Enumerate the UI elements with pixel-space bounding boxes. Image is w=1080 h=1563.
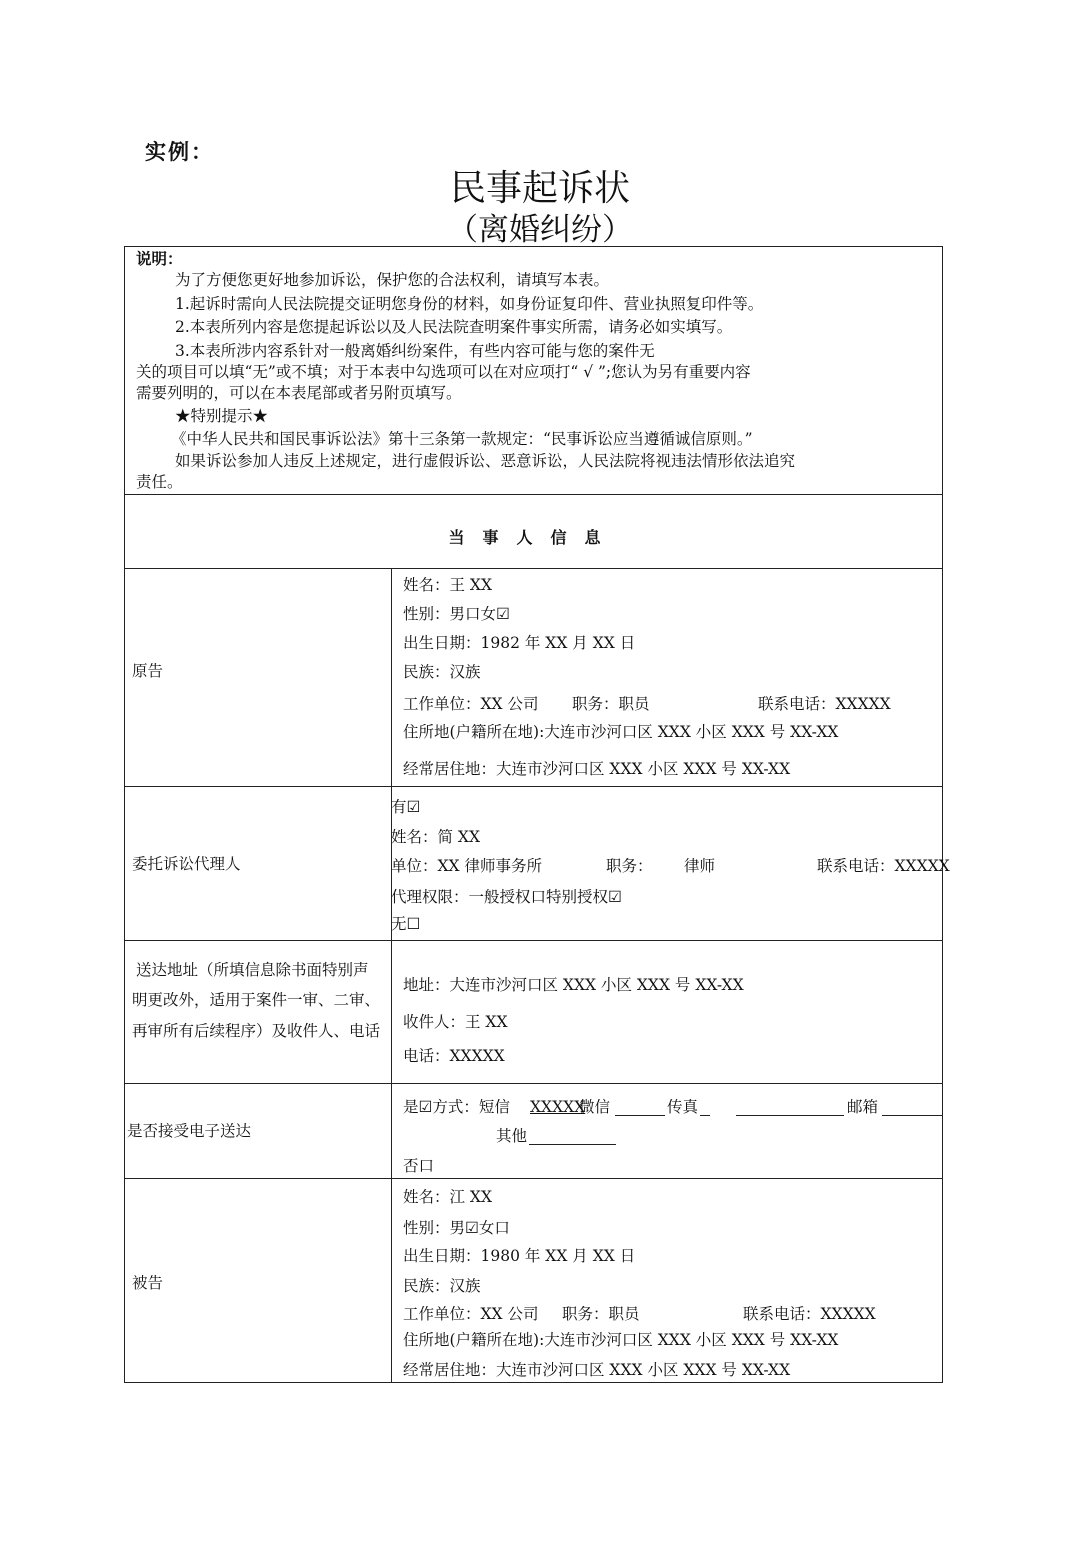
fax-label: 传真: [667, 1098, 699, 1116]
defendant-work-unit: 工作单位：XX 公司: [403, 1305, 539, 1323]
wechat-blank[interactable]: [615, 1115, 665, 1116]
agent-unit: 单位：XX 律师事务所: [391, 857, 542, 875]
agent-label: 委托诉讼代理人: [132, 855, 241, 873]
other-blank[interactable]: [529, 1144, 616, 1145]
plaintiff-position: 职务：职员: [572, 695, 650, 713]
plaintiff-name: 姓名：王 XX: [403, 576, 492, 594]
fax-blank[interactable]: [736, 1115, 844, 1116]
row-divider: [125, 494, 942, 495]
document-subtitle: （离婚纠纷）: [447, 212, 633, 248]
document-title: 民事起诉状: [449, 168, 630, 209]
service-label-line: 明更改外，适用于案件一审、二审、: [132, 991, 381, 1009]
notes-line: 3.本表所涉内容系针对一般离婚纠纷案件，有些内容可能与您的案件无: [175, 342, 655, 360]
electronic-service-label: 是否接受电子送达: [127, 1122, 252, 1140]
defendant-domicile: 住所地(户籍所在地):大连市沙河口区 XXX 小区 XXX 号 XX-XX: [403, 1331, 839, 1349]
service-label-line: 再审所有后续程序）及收件人、电话: [132, 1022, 381, 1040]
other-label: 其他: [496, 1127, 528, 1145]
service-recipient: 收件人：王 XX: [403, 1013, 508, 1031]
agent-has-checkbox[interactable]: 有☑: [391, 798, 421, 816]
defendant-phone: 联系电话：XXXXX: [743, 1305, 876, 1323]
defendant-residence: 经常居住地：大连市沙河口区 XXX 小区 XXX 号 XX-XX: [403, 1361, 791, 1379]
agent-position-value: 律师: [684, 857, 716, 875]
warning-line: 责任。: [136, 473, 183, 491]
plaintiff-residence: 经常居住地：大连市沙河口区 XXX 小区 XXX 号 XX-XX: [403, 760, 791, 778]
defendant-gender: 性别：男☑女口: [403, 1219, 510, 1237]
notes-line: 需要列明的，可以在本表尾部或者另附页填写。: [136, 384, 462, 402]
agent-none-checkbox[interactable]: 无☐: [391, 915, 421, 933]
notes-line: 关的项目可以填“无”或不填；对于本表中勾选项可以在对应项打“ √ ”;您认为另有重要内容: [136, 363, 751, 381]
defendant-name: 姓名：江 XX: [403, 1188, 492, 1206]
notes-line: 2.本表所列内容是您提起诉讼以及人民法院查明案件事实所需，请务必如实填写。: [175, 318, 733, 336]
defendant-label: 被告: [132, 1274, 164, 1292]
plaintiff-gender: 性别：男口女☑: [403, 605, 510, 623]
warning-line: 如果诉讼参加人违反上述规定，进行虚假诉讼、恶意诉讼，人民法院将视违法情形依法追究: [175, 452, 796, 470]
sms-value: XXXXX: [530, 1098, 586, 1116]
agent-position-label: 职务：: [606, 857, 653, 875]
email-label: 邮箱: [847, 1098, 879, 1116]
fax-blank[interactable]: [700, 1115, 710, 1116]
party-info-heading: 当事人信息: [448, 528, 619, 547]
agent-name: 姓名：简 XX: [391, 828, 480, 846]
defendant-birth: 出生日期：1980 年 XX 月 XX 日: [403, 1247, 636, 1265]
row-divider: [125, 568, 942, 569]
agent-authority[interactable]: 代理权限：一般授权口特别授权☑: [391, 888, 622, 906]
special-notice: ★特别提示★: [175, 407, 269, 425]
row-divider: [125, 940, 942, 941]
electronic-no-checkbox[interactable]: 否口: [403, 1157, 435, 1175]
row-divider: [125, 786, 942, 787]
plaintiff-ethnicity: 民族：汉族: [403, 663, 481, 681]
electronic-yes-method[interactable]: 是☑方式：短信: [403, 1098, 510, 1116]
complaint-form-table: [124, 246, 950, 1383]
service-label-line: 送达地址（所填信息除书面特别声: [136, 961, 369, 979]
defendant-ethnicity: 民族：汉族: [403, 1277, 481, 1295]
wechat-label: 微信: [579, 1098, 611, 1116]
law-citation: 《中华人民共和国民事诉讼法》第十三条第一款规定：“民事诉讼应当遵循诚信原则。”: [171, 430, 753, 448]
notes-line: 1.起诉时需向人民法院提交证明您身份的材料，如身份证复印件、营业执照复印件等。: [175, 295, 764, 313]
service-address: 地址：大连市沙河口区 XXX 小区 XXX 号 XX-XX: [403, 976, 744, 994]
defendant-position: 职务：职员: [562, 1305, 640, 1323]
row-divider: [125, 1178, 942, 1179]
plaintiff-domicile: 住所地(户籍所在地):大连市沙河口区 XXX 小区 XXX 号 XX-XX: [403, 723, 839, 741]
example-label: 实例：: [145, 140, 214, 164]
plaintiff-work-unit: 工作单位：XX 公司: [403, 695, 539, 713]
notes-line: 为了方便您更好地参加诉讼，保护您的合法权利，请填写本表。: [175, 271, 610, 289]
notes-heading: 说明：: [136, 250, 183, 268]
plaintiff-birth: 出生日期：1982 年 XX 月 XX 日: [403, 634, 636, 652]
column-divider: [391, 568, 392, 1383]
agent-phone: 联系电话：XXXXX: [817, 857, 950, 875]
service-phone: 电话：XXXXX: [403, 1047, 505, 1065]
plaintiff-label: 原告: [132, 662, 164, 680]
email-blank[interactable]: [882, 1115, 942, 1116]
row-divider: [125, 1083, 942, 1084]
plaintiff-phone: 联系电话：XXXXX: [758, 695, 891, 713]
